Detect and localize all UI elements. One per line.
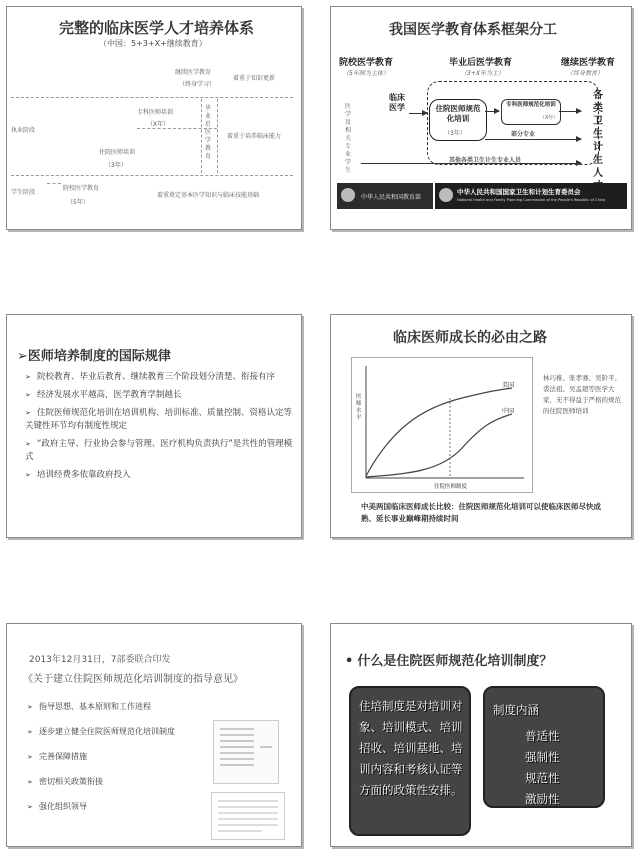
bullet-icon: ➢ xyxy=(27,803,33,811)
col-continuing: 继续医学教育 xyxy=(561,58,616,68)
bullet-icon: ➢ xyxy=(25,440,31,448)
bullet-list xyxy=(27,700,207,814)
list-item: ➢ 院校教育、毕业后教育、继续教育三个阶段划分清楚、衔接有序 xyxy=(25,372,276,382)
slide-international-rules[interactable] xyxy=(6,314,302,538)
clinical-medicine: 临床医学 xyxy=(389,93,405,112)
bullet-icon: ➢ xyxy=(27,753,33,761)
bullet-icon: ➢ xyxy=(25,471,31,479)
logo-moe: 中华人民共和国教育部 xyxy=(337,183,433,209)
stage-student: 学生阶段 xyxy=(11,189,36,196)
connotation-item: 强制性 xyxy=(525,750,560,764)
box-college: 院校医学教育 xyxy=(63,185,100,192)
slide-title: 我国医学教育体系框架分工 xyxy=(389,22,557,38)
series-china-line xyxy=(366,414,512,477)
logo-nhfpc: 中华人民共和国国家卫生和计划生育委员会 National Health and Family Planning Commission of the People's Republic of China xyxy=(435,183,627,209)
partial-majors: 部分专业 xyxy=(511,131,536,138)
slide-title: 临床医师成长的必由之路 xyxy=(393,330,547,346)
document-page-thumbnail xyxy=(211,792,285,840)
bullet-icon: ➢ xyxy=(25,391,31,399)
col-continuing-sub: （终身教育） xyxy=(567,70,604,77)
col-postgrad: 毕业后医学教育 xyxy=(449,58,513,68)
bullet-icon: ➢ xyxy=(27,778,33,786)
box-continuing-sub: （终身学习） xyxy=(179,81,216,88)
list-item: ➢ 培训经费多依靠政府投入 xyxy=(25,470,131,480)
connotation-item: 规范性 xyxy=(525,771,560,785)
series-label-china: 中国 xyxy=(502,408,515,415)
connotation-item: 普适性 xyxy=(525,729,560,743)
y-axis-label: 医师水平 xyxy=(356,394,362,421)
other-personnel: 其他各类卫生计生专业人员 xyxy=(449,157,522,164)
arrow-specialist xyxy=(559,111,581,112)
slide-title: • 什么是住院医师规范化培训制度？ xyxy=(345,654,553,669)
specialist-box: 专科医师规范化培训 （X年） xyxy=(501,99,561,125)
issue-date: 2013年12月31日，7部委联合印发 xyxy=(29,655,171,665)
slide-growth-path[interactable] xyxy=(330,314,632,538)
growth-chart-svg xyxy=(352,358,532,492)
vertical-students: 医学及相关专业学生 xyxy=(345,103,352,174)
col-college: 院校医学教育 xyxy=(339,58,394,68)
slide-title: 完整的临床医学人才培养体系 xyxy=(59,19,255,37)
growth-chart xyxy=(351,357,533,493)
definition-text: 住培制度是对培训对象、培训模式、培训招收、培训基地、培训内容和考核认证等方面的政策性安排。 xyxy=(359,699,463,797)
list-item: ➢ 完善保障措施 xyxy=(27,750,207,764)
connotation-item: 激励性 xyxy=(525,792,560,806)
list-item: ➢ 逐步建立健全住院医师规范化培训制度 xyxy=(27,725,207,739)
box-continuing: 继续医学教育 xyxy=(175,69,212,76)
list-item: ➢ “政府主导、行业协会参与管理、医疗机构负责执行”是共性的管理模式 xyxy=(25,439,293,462)
connotation-box xyxy=(483,686,605,808)
col-postgrad-sub: （3+X年为主） xyxy=(461,70,504,77)
list-item: ➢ 指导思想、基本原则和工作进程 xyxy=(27,700,207,714)
list-item: ➢ 强化组织领导 xyxy=(27,800,207,814)
box-resident: 住院医师培训 xyxy=(99,149,136,156)
dot-bullet-icon: • xyxy=(345,654,354,669)
vertical-label-postgrad: 毕业后医学教育 xyxy=(205,105,212,160)
side-note: 林巧稚、张孝骞、吴阶平、裘法祖、吴孟超等医学大家，无不得益于严格的规范的住院医师培训 xyxy=(543,374,621,415)
definition-box xyxy=(349,686,471,836)
box-specialist: 专科医师培训 xyxy=(137,109,174,116)
arrow-partial xyxy=(485,139,581,140)
chart-caption: 中美两国临床医师成长比较：住院医师规范化培训可以使临床医师尽快成熟、延长事业巅峰期持续时间 xyxy=(361,502,601,523)
document-image xyxy=(214,721,278,783)
document-thumbnail xyxy=(213,720,279,784)
list-item: ➢ 住院医师规范化培训在培训机构、培训标准、质量控制、资格认定等关键性环节均有制度性规定 xyxy=(25,408,293,431)
stage-career: 执业阶段 xyxy=(11,127,36,134)
note-knowledge: 着重于知识更新 xyxy=(233,75,276,82)
bullet-list xyxy=(25,371,295,482)
slide-what-is-system[interactable] xyxy=(330,623,632,847)
note-clinical: 着重于培养临床能力 xyxy=(227,133,282,140)
vertical-talent: 各类卫生计生人 xyxy=(593,90,603,179)
box-resident-sub: （3年） xyxy=(105,162,127,169)
doc-title: 《关于建立住院医师规范化培训制度的指导意见》 xyxy=(23,674,243,685)
emblem-icon xyxy=(341,188,355,202)
box-specialist-sub: （X年） xyxy=(147,121,170,128)
connotation-title: 制度内涵 xyxy=(493,703,539,717)
slide-guideline-doc[interactable] xyxy=(6,623,302,847)
arrow-resident xyxy=(485,111,499,112)
slide-title: ➢医师培养制度的国际规律 xyxy=(17,349,171,364)
resident-box: 住院医师规范化培训 （3年） xyxy=(429,99,487,141)
box-college-sub: （5年） xyxy=(67,199,89,206)
series-label-usa: 美国 xyxy=(502,382,515,389)
x-axis-label: 住院医师制度 xyxy=(434,484,468,490)
note-foundation: 着重奠定基本医学知识与临床技能基础 xyxy=(157,192,260,199)
list-item: ➢ 密切相关政策衔接 xyxy=(27,775,207,789)
emblem-icon xyxy=(439,188,453,202)
col-college-sub: （5年制为主体） xyxy=(343,70,389,77)
bullet-icon: ➢ xyxy=(27,728,33,736)
arrow-bullet-icon: ➢ xyxy=(17,349,28,364)
bullet-icon: ➢ xyxy=(25,409,31,417)
list-item: ➢ 经济发展水平越高，医学教育学制越长 xyxy=(25,390,182,400)
bullet-icon: ➢ xyxy=(27,703,33,711)
series-usa-line xyxy=(366,388,515,476)
slide-subtitle: （中国：5+3+X+继续教育） xyxy=(99,39,207,48)
slide-talent-training-system[interactable] xyxy=(6,6,302,230)
slide-education-framework[interactable] xyxy=(330,6,632,230)
bullet-icon: ➢ xyxy=(25,373,31,381)
arrow-clinical xyxy=(409,113,427,114)
document-page-image xyxy=(212,793,284,839)
